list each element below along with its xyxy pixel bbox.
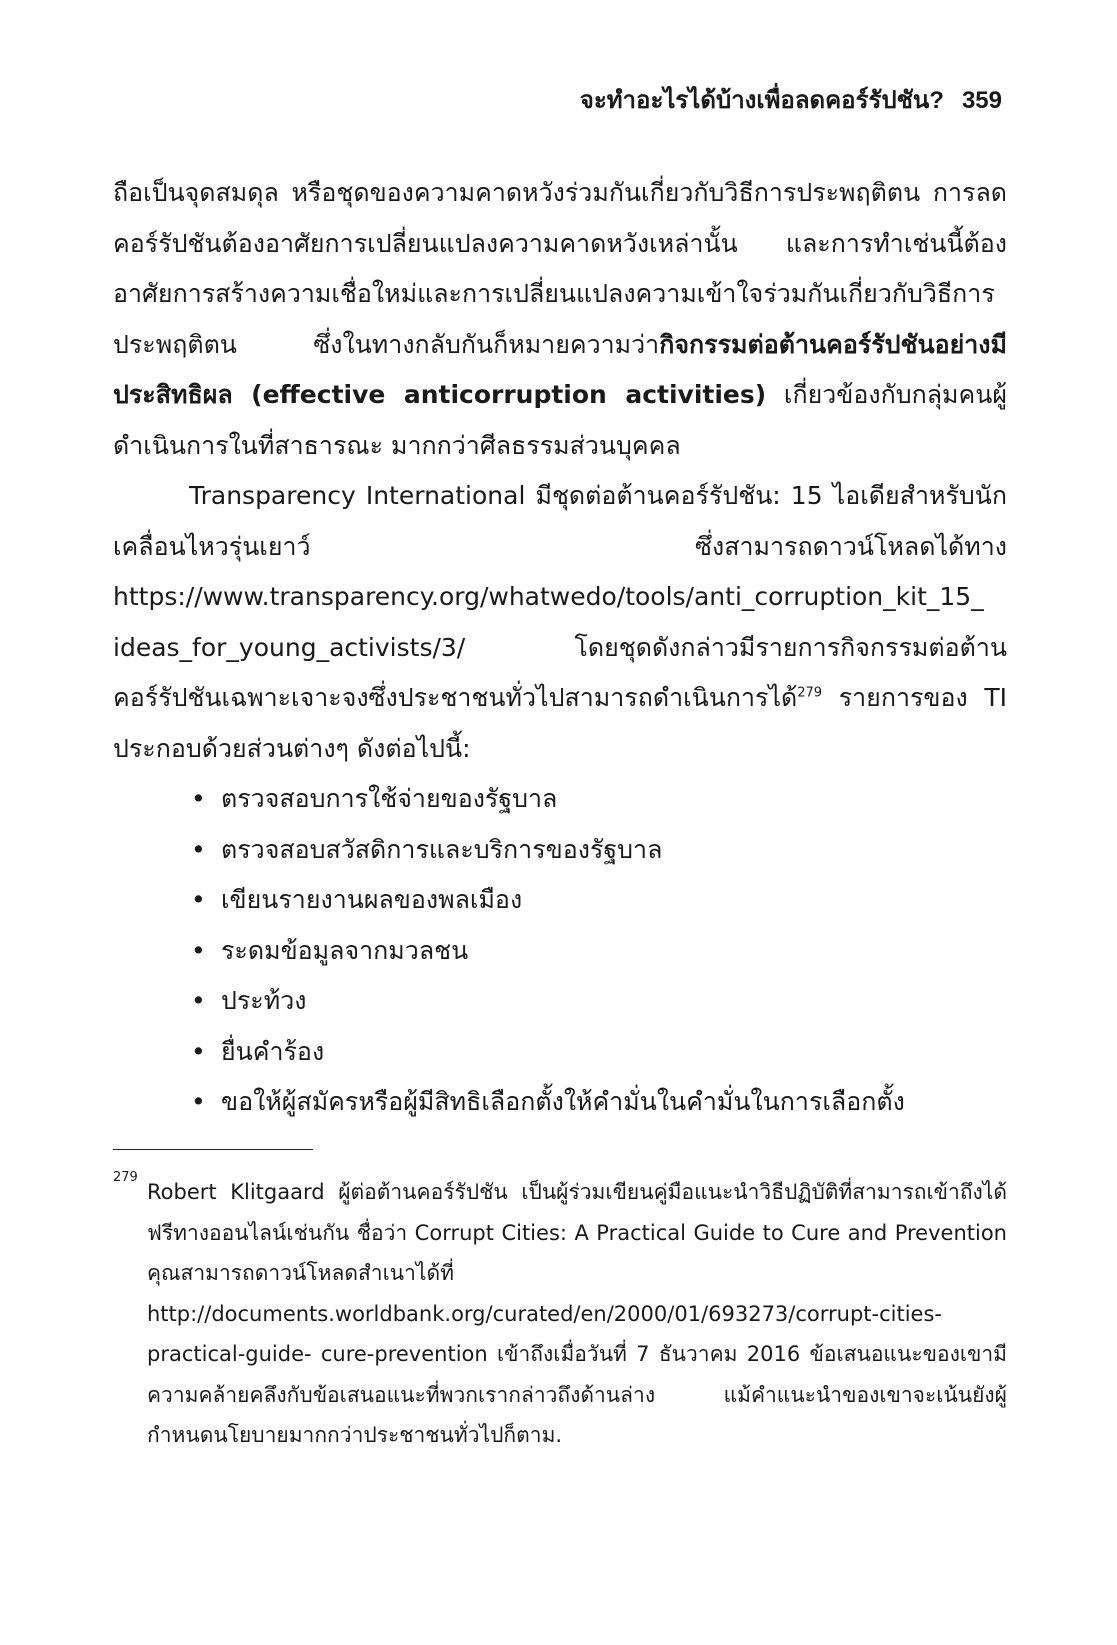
- footnote-text: Robert Klitgaard ผู้ต่อต้านคอร์รัปชัน เป็นผู้ร่วมเขียนคู่มือแนะนำวิธีปฏิบัติที่สามารถเข้าถึงได้ฟรีทางออนไลน์เช่นกัน ชื่อว่า Corrupt Cities: A Practical Guide to Cure and Prevention คุณสามารถดาวน์โหลดสำเนาได้ที่ http://documents.worldbank.org/curated/en/2000/01/693273/corrupt-cities-practical-guide- cure-prevention เข้าถึงเมื่อวันที่ 7 ธันวาคม 2016 ข้อเสนอแนะของเขามีความคล้ายคลึงกับข้อเสนอแนะที่พวกเรากล่าวถึงด้านล่าง แม้คำแนะนำของเขาจะเน้นยังผู้กำหนดนโยบายมากกว่าประชาชนทั่วไปก็ตาม.: [147, 1180, 1007, 1447]
- list-item: • ตรวจสอบสวัสดิการและบริการของรัฐบาล: [113, 825, 1007, 876]
- list-item: • ประท้วง: [113, 976, 1007, 1027]
- paragraph-2-text: Transparency International มีชุดต่อต้านคอร์รัปชัน: 15 ไอเดียสำหรับนักเคลื่อนไหวรุ่นเยาว์ ซึ่งสามารถดาวน์โหลดได้ทาง https://www.transparency.org/whatwedo/tools/anti_corruption_kit_15_ ideas_for_young_activists/3/ โดยชุดดังกล่าวมีรายการกิจกรรมต่อต้านคอร์รัปชันเฉพาะเจาะจงซึ่งประชาชนทั่วไปสามารถดำเนินการได้: [113, 481, 1007, 712]
- list-item: • ขอให้ผู้สมัครหรือผู้มีสิทธิเลือกตั้งให้คำมั่นในคำมั่นในการเลือกตั้ง: [113, 1077, 1007, 1128]
- list-item: • ระดมข้อมูลจากมวลชน: [113, 926, 1007, 977]
- chapter-title: จะทำอะไรได้บ้างเพื่อลดคอร์รัปชัน?: [579, 87, 944, 114]
- footnote-number: 279: [113, 1170, 138, 1185]
- paragraph-2: [113, 471, 1007, 774]
- list-item: • เขียนรายงานผลของพลเมือง: [113, 875, 1007, 926]
- paragraph-1: [113, 168, 1007, 471]
- paragraph-1-bold-term: กิจกรรมต่อต้านคอร์รัปชันอย่างมีประสิทธิผล (effective anticorruption activities): [113, 329, 1007, 409]
- footnote-divider: [113, 1149, 313, 1150]
- paragraph-2-text-end: รายการของ TI ประกอบด้วยส่วนต่างๆ ดังต่อไปนี้:: [113, 683, 1007, 763]
- footnote-reference[interactable]: 279: [797, 685, 823, 701]
- page-number: 359: [961, 87, 1002, 114]
- paragraph-1-text-end: เกี่ยวข้องกับกลุ่มคนผู้ดำเนินการในที่สาธารณะ มากกว่าศีลธรรมส่วนบุคคล: [113, 380, 1007, 460]
- paragraph-1-text: ถือเป็นจุดสมดุล หรือชุดของความคาดหวังร่วมกันเกี่ยวกับวิธีการประพฤติตน การลดคอร์รัปชันต้องอาศัยการเปลี่ยนแปลงความคาดหวังเหล่านั้น และการทำเช่นนี้ต้องอาศัยการสร้างความเชื่อใหม่และการเปลี่ยนแปลงความเข้าใจร่วมกันเกี่ยวกับวิธีการประพฤติตน ซึ่งในทางกลับกันก็หมายความว่า: [113, 178, 1007, 359]
- running-header: [580, 80, 1002, 119]
- list-item: • ยื่นคำร้อง: [113, 1027, 1007, 1078]
- list-item: • ตรวจสอบการใช้จ่ายของรัฐบาล: [113, 774, 1007, 825]
- footnote: [113, 1172, 1007, 1456]
- main-text: [113, 168, 1007, 1128]
- activity-list: [113, 774, 1007, 1128]
